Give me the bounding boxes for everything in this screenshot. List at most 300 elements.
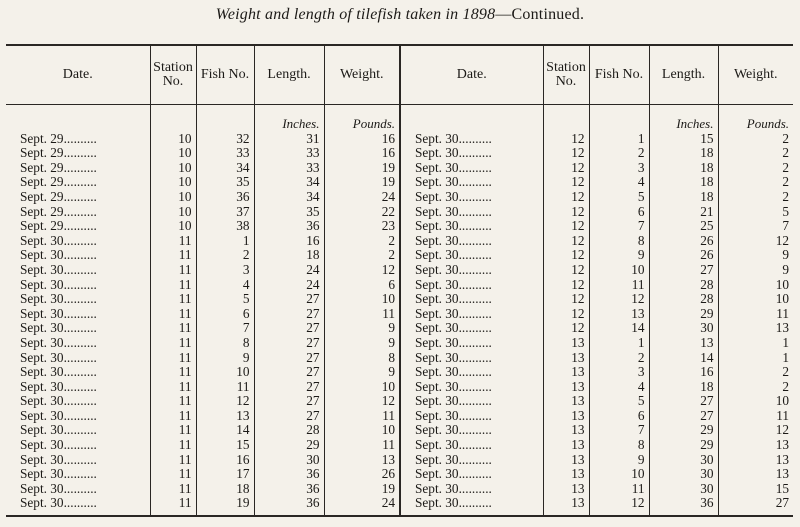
right-station-cell: 13	[543, 365, 589, 380]
left-fish-cell: 12	[196, 394, 254, 409]
left-length-cell: 35	[254, 205, 324, 220]
right-date-cell	[400, 496, 543, 511]
header-weight-right: Weight.	[718, 45, 793, 105]
left-fish-cell: 1	[196, 234, 254, 249]
left-fish-cell: 5	[196, 292, 254, 307]
date-text: Sept. 30	[20, 423, 64, 438]
left-length-cell: 33	[254, 161, 324, 176]
right-length-cell: 18	[649, 146, 718, 161]
dot-leader: ..........	[63, 452, 97, 467]
table-row	[6, 219, 793, 234]
dot-leader: ..........	[458, 277, 492, 292]
date-text: Sept. 30	[20, 394, 64, 409]
dot-leader: ..........	[458, 350, 492, 365]
right-date-cell	[400, 132, 543, 147]
right-date-cell	[400, 482, 543, 497]
left-station-cell: 11	[150, 278, 196, 293]
left-weight-cell: 13	[324, 453, 400, 468]
dot-leader: ..........	[458, 248, 492, 263]
dot-leader: ..........	[63, 481, 97, 496]
left-station-cell: 10	[150, 219, 196, 234]
right-fish-cell: 1	[589, 336, 649, 351]
right-length-cell: 28	[649, 292, 718, 307]
dot-leader: ..........	[63, 292, 97, 307]
left-length-cell: 27	[254, 292, 324, 307]
dot-leader: ..........	[63, 394, 97, 409]
right-weight-cell: 11	[718, 409, 793, 424]
left-date-cell	[6, 336, 150, 351]
date-text: Sept. 30	[20, 248, 64, 263]
right-weight-cell: 2	[718, 146, 793, 161]
right-station-cell: 13	[543, 336, 589, 351]
left-station-cell: 11	[150, 423, 196, 438]
left-fish-cell: 36	[196, 190, 254, 205]
right-length-cell: 18	[649, 175, 718, 190]
right-weight-cell: 7	[718, 219, 793, 234]
date-text: Sept. 30	[415, 219, 459, 234]
dot-leader: ..........	[63, 262, 97, 277]
right-station-cell: 12	[543, 234, 589, 249]
date-text: Sept. 29	[20, 175, 64, 190]
date-text: Sept. 30	[415, 438, 459, 453]
date-text: Sept. 30	[415, 350, 459, 365]
date-text: Sept. 30	[415, 365, 459, 380]
header-date-right: Date.	[400, 45, 543, 105]
left-station-cell: 11	[150, 351, 196, 366]
left-length-cell: 27	[254, 394, 324, 409]
dot-leader: ..........	[63, 423, 97, 438]
right-weight-cell: 2	[718, 161, 793, 176]
right-length-cell: 26	[649, 248, 718, 263]
left-weight-cell: 10	[324, 380, 400, 395]
right-station-cell: 12	[543, 146, 589, 161]
right-length-cell: 29	[649, 307, 718, 322]
date-text: Sept. 30	[415, 146, 459, 161]
left-fish-cell: 9	[196, 351, 254, 366]
left-station-cell: 10	[150, 132, 196, 147]
right-fish-cell: 5	[589, 190, 649, 205]
date-text: Sept. 30	[415, 233, 459, 248]
dot-leader: ..........	[458, 481, 492, 496]
left-date-cell	[6, 278, 150, 293]
left-station-cell: 11	[150, 248, 196, 263]
table-row	[6, 248, 793, 263]
right-weight-cell: 11	[718, 307, 793, 322]
right-weight-cell: 15	[718, 482, 793, 497]
date-text: Sept. 30	[415, 292, 459, 307]
date-text: Sept. 30	[20, 292, 64, 307]
table-row	[6, 482, 793, 497]
table-row	[6, 132, 793, 147]
right-fish-cell: 11	[589, 482, 649, 497]
dot-leader: ..........	[63, 350, 97, 365]
right-weight-cell: 5	[718, 205, 793, 220]
table-row	[6, 394, 793, 409]
right-date-cell	[400, 423, 543, 438]
left-weight-cell: 23	[324, 219, 400, 234]
right-date-cell	[400, 321, 543, 336]
left-station-cell: 11	[150, 394, 196, 409]
right-weight-cell: 2	[718, 380, 793, 395]
dot-leader: ..........	[63, 204, 97, 219]
table-row	[6, 380, 793, 395]
right-date-cell	[400, 278, 543, 293]
date-text: Sept. 30	[415, 204, 459, 219]
left-length-cell: 34	[254, 175, 324, 190]
right-date-cell	[400, 467, 543, 482]
left-length-cell: 27	[254, 380, 324, 395]
right-station-cell: 13	[543, 380, 589, 395]
right-station-cell: 12	[543, 219, 589, 234]
left-fish-cell: 13	[196, 409, 254, 424]
right-weight-cell: 13	[718, 467, 793, 482]
left-date-cell	[6, 175, 150, 190]
right-length-cell: 18	[649, 161, 718, 176]
right-length-cell: 25	[649, 219, 718, 234]
left-date-cell	[6, 307, 150, 322]
left-fish-cell: 15	[196, 438, 254, 453]
right-length-cell: 30	[649, 453, 718, 468]
dot-leader: ..........	[63, 189, 97, 204]
date-text: Sept. 29	[20, 131, 64, 146]
date-text: Sept. 30	[20, 262, 64, 277]
right-weight-cell: 10	[718, 278, 793, 293]
date-text: Sept. 29	[20, 204, 64, 219]
date-text: Sept. 30	[20, 481, 64, 496]
left-weight-cell: 11	[324, 409, 400, 424]
right-station-cell: 12	[543, 175, 589, 190]
left-fish-cell: 14	[196, 423, 254, 438]
right-fish-cell: 6	[589, 205, 649, 220]
right-station-cell: 13	[543, 438, 589, 453]
right-fish-cell: 9	[589, 248, 649, 263]
left-station-cell: 11	[150, 234, 196, 249]
right-length-cell: 30	[649, 321, 718, 336]
right-weight-cell: 13	[718, 321, 793, 336]
right-fish-cell: 3	[589, 161, 649, 176]
right-weight-cell: 9	[718, 248, 793, 263]
right-station-cell: 13	[543, 467, 589, 482]
dot-leader: ..........	[63, 408, 97, 423]
date-text: Sept. 30	[415, 277, 459, 292]
date-text: Sept. 30	[415, 335, 459, 350]
dot-leader: ..........	[63, 277, 97, 292]
date-text: Sept. 30	[20, 233, 64, 248]
left-weight-cell: 9	[324, 321, 400, 336]
right-weight-cell: 12	[718, 423, 793, 438]
left-length-cell: 27	[254, 321, 324, 336]
left-date-cell	[6, 146, 150, 161]
date-text: Sept. 30	[20, 438, 64, 453]
left-length-cell: 24	[254, 278, 324, 293]
left-length-cell: 16	[254, 234, 324, 249]
left-weight-cell: 24	[324, 496, 400, 511]
left-weight-cell: 10	[324, 423, 400, 438]
left-length-cell: 27	[254, 351, 324, 366]
left-weight-cell: 24	[324, 190, 400, 205]
right-station-cell: 12	[543, 292, 589, 307]
header-length-right: Length.	[649, 45, 718, 105]
right-station-cell: 13	[543, 351, 589, 366]
left-date-cell	[6, 496, 150, 511]
left-date-cell	[6, 423, 150, 438]
left-date-cell	[6, 205, 150, 220]
dot-leader: ..........	[63, 438, 97, 453]
date-text: Sept. 30	[415, 248, 459, 263]
left-weight-cell: 11	[324, 438, 400, 453]
right-date-cell	[400, 394, 543, 409]
right-station-cell: 12	[543, 278, 589, 293]
date-text: Sept. 29	[20, 189, 64, 204]
left-fish-cell: 8	[196, 336, 254, 351]
left-station-cell: 11	[150, 292, 196, 307]
right-fish-cell: 6	[589, 409, 649, 424]
units-length-right: Inches.	[649, 105, 718, 132]
right-fish-cell: 14	[589, 321, 649, 336]
right-fish-cell: 3	[589, 365, 649, 380]
left-station-cell: 11	[150, 365, 196, 380]
left-weight-cell: 9	[324, 336, 400, 351]
right-length-cell: 18	[649, 380, 718, 395]
left-fish-cell: 11	[196, 380, 254, 395]
header-date-left: Date.	[6, 45, 150, 105]
right-station-cell: 12	[543, 263, 589, 278]
right-station-cell: 12	[543, 248, 589, 263]
table-row	[6, 351, 793, 366]
dot-leader: ..........	[458, 175, 492, 190]
left-length-cell: 29	[254, 438, 324, 453]
right-weight-cell: 2	[718, 190, 793, 205]
table-row	[6, 292, 793, 307]
left-length-cell: 36	[254, 482, 324, 497]
right-weight-cell: 10	[718, 292, 793, 307]
date-text: Sept. 30	[415, 160, 459, 175]
table-row	[6, 467, 793, 482]
right-length-cell: 16	[649, 365, 718, 380]
date-text: Sept. 29	[20, 219, 64, 234]
right-fish-cell: 8	[589, 438, 649, 453]
dot-leader: ..........	[63, 248, 97, 263]
title-italic: Weight and length of tilefish taken in 1898	[215, 6, 496, 23]
date-text: Sept. 30	[415, 423, 459, 438]
right-date-cell	[400, 292, 543, 307]
right-length-cell: 30	[649, 467, 718, 482]
right-date-cell	[400, 336, 543, 351]
units-weight-left: Pounds.	[324, 105, 400, 132]
header-fish-left: Fish No.	[196, 45, 254, 105]
left-length-cell: 31	[254, 132, 324, 147]
dot-leader: ..........	[63, 175, 97, 190]
right-length-cell: 27	[649, 263, 718, 278]
left-station-cell: 11	[150, 321, 196, 336]
left-weight-cell: 19	[324, 175, 400, 190]
right-fish-cell: 4	[589, 175, 649, 190]
right-weight-cell: 1	[718, 351, 793, 366]
table-row	[6, 278, 793, 293]
left-weight-cell: 19	[324, 161, 400, 176]
dot-leader: ..........	[458, 394, 492, 409]
left-station-cell: 10	[150, 205, 196, 220]
date-text: Sept. 30	[415, 481, 459, 496]
dot-leader: ..........	[458, 160, 492, 175]
left-length-cell: 36	[254, 496, 324, 511]
dot-leader: ..........	[458, 423, 492, 438]
left-fish-cell: 19	[196, 496, 254, 511]
left-date-cell	[6, 380, 150, 395]
right-length-cell: 29	[649, 438, 718, 453]
left-station-cell: 11	[150, 380, 196, 395]
dot-leader: ..........	[63, 219, 97, 234]
left-weight-cell: 11	[324, 307, 400, 322]
left-date-cell	[6, 453, 150, 468]
right-date-cell	[400, 351, 543, 366]
left-weight-cell: 6	[324, 278, 400, 293]
date-text: Sept. 30	[20, 452, 64, 467]
right-fish-cell: 12	[589, 496, 649, 511]
right-fish-cell: 5	[589, 394, 649, 409]
date-text: Sept. 30	[415, 131, 459, 146]
table-row	[6, 234, 793, 249]
left-fish-cell: 32	[196, 132, 254, 147]
dot-leader: ..........	[458, 335, 492, 350]
left-fish-cell: 18	[196, 482, 254, 497]
left-weight-cell: 8	[324, 351, 400, 366]
date-text: Sept. 30	[415, 306, 459, 321]
right-date-cell	[400, 453, 543, 468]
left-weight-cell: 19	[324, 482, 400, 497]
right-weight-cell: 27	[718, 496, 793, 511]
right-station-cell: 13	[543, 423, 589, 438]
left-length-cell: 18	[254, 248, 324, 263]
left-date-cell	[6, 394, 150, 409]
table-row	[6, 321, 793, 336]
left-length-cell: 27	[254, 336, 324, 351]
units-row	[6, 105, 793, 132]
right-length-cell: 15	[649, 132, 718, 147]
right-date-cell	[400, 190, 543, 205]
right-date-cell	[400, 365, 543, 380]
right-weight-cell: 2	[718, 132, 793, 147]
date-text: Sept. 30	[415, 175, 459, 190]
dot-leader: ..........	[63, 160, 97, 175]
left-station-cell: 10	[150, 161, 196, 176]
left-weight-cell: 9	[324, 365, 400, 380]
right-date-cell	[400, 409, 543, 424]
header-station-left: Station No.	[150, 45, 196, 105]
right-date-cell	[400, 175, 543, 190]
left-weight-cell: 10	[324, 292, 400, 307]
left-date-cell	[6, 292, 150, 307]
right-fish-cell: 1	[589, 132, 649, 147]
right-fish-cell: 13	[589, 307, 649, 322]
left-date-cell	[6, 467, 150, 482]
dot-leader: ..........	[458, 365, 492, 380]
right-weight-cell: 2	[718, 365, 793, 380]
table-row	[6, 175, 793, 190]
date-text: Sept. 30	[20, 306, 64, 321]
left-fish-cell: 38	[196, 219, 254, 234]
left-weight-cell: 26	[324, 467, 400, 482]
header-weight-left: Weight.	[324, 45, 400, 105]
right-date-cell	[400, 234, 543, 249]
left-station-cell: 11	[150, 496, 196, 511]
right-station-cell: 12	[543, 190, 589, 205]
right-length-cell: 14	[649, 351, 718, 366]
left-station-cell: 11	[150, 482, 196, 497]
left-station-cell: 11	[150, 467, 196, 482]
left-station-cell: 10	[150, 190, 196, 205]
table-row	[6, 496, 793, 511]
right-date-cell	[400, 248, 543, 263]
dot-leader: ..........	[458, 204, 492, 219]
dot-leader: ..........	[63, 306, 97, 321]
table-row	[6, 307, 793, 322]
right-length-cell: 27	[649, 394, 718, 409]
left-fish-cell: 34	[196, 161, 254, 176]
right-date-cell	[400, 205, 543, 220]
left-length-cell: 33	[254, 146, 324, 161]
left-fish-cell: 37	[196, 205, 254, 220]
date-text: Sept. 30	[415, 452, 459, 467]
right-station-cell: 12	[543, 307, 589, 322]
right-fish-cell: 8	[589, 234, 649, 249]
dot-leader: ..........	[63, 321, 97, 336]
right-weight-cell: 12	[718, 234, 793, 249]
table-row	[6, 146, 793, 161]
dot-leader: ..........	[63, 467, 97, 482]
date-text: Sept. 30	[20, 277, 64, 292]
left-fish-cell: 3	[196, 263, 254, 278]
right-date-cell	[400, 380, 543, 395]
left-length-cell: 36	[254, 467, 324, 482]
dot-leader: ..........	[458, 262, 492, 277]
header-length-left: Length.	[254, 45, 324, 105]
left-date-cell	[6, 161, 150, 176]
dot-leader: ..........	[458, 438, 492, 453]
left-date-cell	[6, 234, 150, 249]
dot-leader: ..........	[458, 452, 492, 467]
dot-leader: ..........	[458, 496, 492, 511]
header-row	[6, 45, 793, 105]
date-text: Sept. 30	[415, 321, 459, 336]
left-length-cell: 36	[254, 219, 324, 234]
dot-leader: ..........	[63, 379, 97, 394]
right-length-cell: 29	[649, 423, 718, 438]
left-length-cell: 27	[254, 365, 324, 380]
left-station-cell: 11	[150, 336, 196, 351]
table-body	[6, 105, 793, 517]
right-fish-cell: 7	[589, 423, 649, 438]
tilefish-table	[6, 44, 793, 517]
date-text: Sept. 30	[415, 496, 459, 511]
right-date-cell	[400, 307, 543, 322]
left-length-cell: 27	[254, 307, 324, 322]
right-station-cell: 12	[543, 205, 589, 220]
right-date-cell	[400, 438, 543, 453]
dot-leader: ..........	[458, 408, 492, 423]
dot-leader: ..........	[458, 306, 492, 321]
date-text: Sept. 30	[20, 379, 64, 394]
left-station-cell: 11	[150, 409, 196, 424]
header-fish-right: Fish No.	[589, 45, 649, 105]
dot-leader: ..........	[458, 189, 492, 204]
left-station-cell: 11	[150, 453, 196, 468]
left-weight-cell: 12	[324, 263, 400, 278]
table-row	[6, 336, 793, 351]
left-fish-cell: 33	[196, 146, 254, 161]
right-length-cell: 18	[649, 190, 718, 205]
dot-leader: ..........	[63, 496, 97, 511]
